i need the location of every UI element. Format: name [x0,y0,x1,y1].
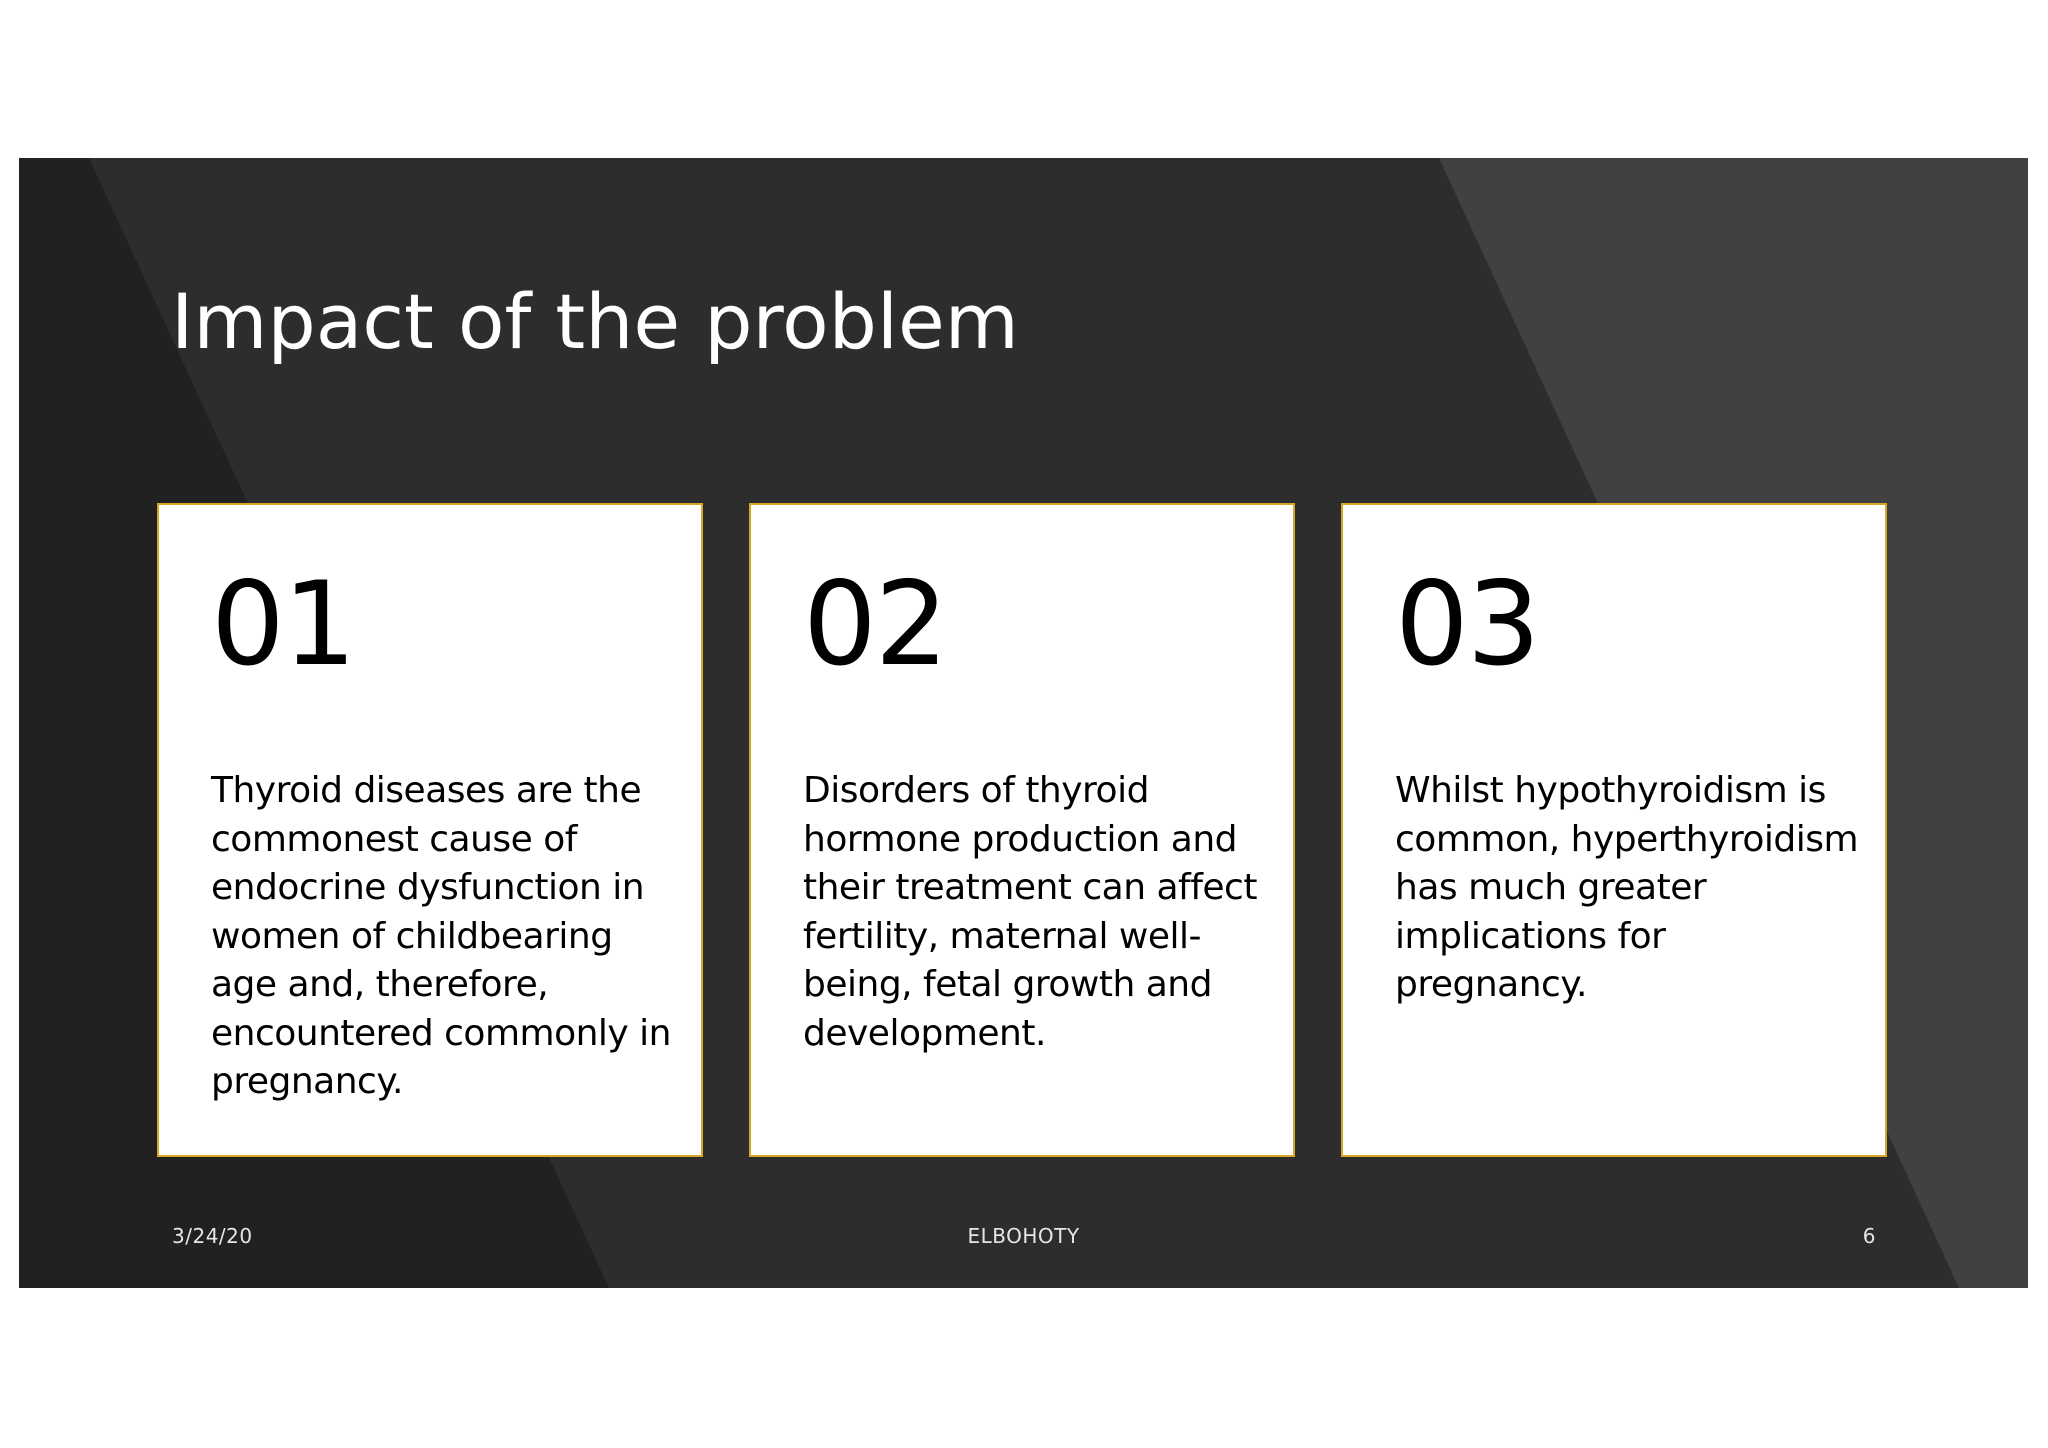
slide [19,158,2028,1288]
card-number: 01 [211,557,355,692]
footer-author: ELBOHOTY [967,1224,1080,1248]
card-number: 03 [1395,557,1539,692]
card-text: Disorders of thyroid hormone production and their treatment can affect fertility, maternal well-being, fetal growth and development. [803,770,1257,1054]
card-01 [157,503,703,1157]
card-number: 02 [803,557,947,692]
card-03 [1341,503,1887,1157]
slide-title: Impact of the problem [171,277,1019,366]
footer-page-number: 6 [1862,1224,1876,1248]
card-text: Whilst hypothyroidism is common, hyperthyroidism has much greater implications for pregnancy. [1395,770,1859,1005]
card-text: Thyroid diseases are the commonest cause of endocrine dysfunction in women of childbearing age and, therefore, encountered commonly in pregnancy. [211,770,671,1102]
footer-date: 3/24/20 [172,1224,253,1248]
card-02 [749,503,1295,1157]
